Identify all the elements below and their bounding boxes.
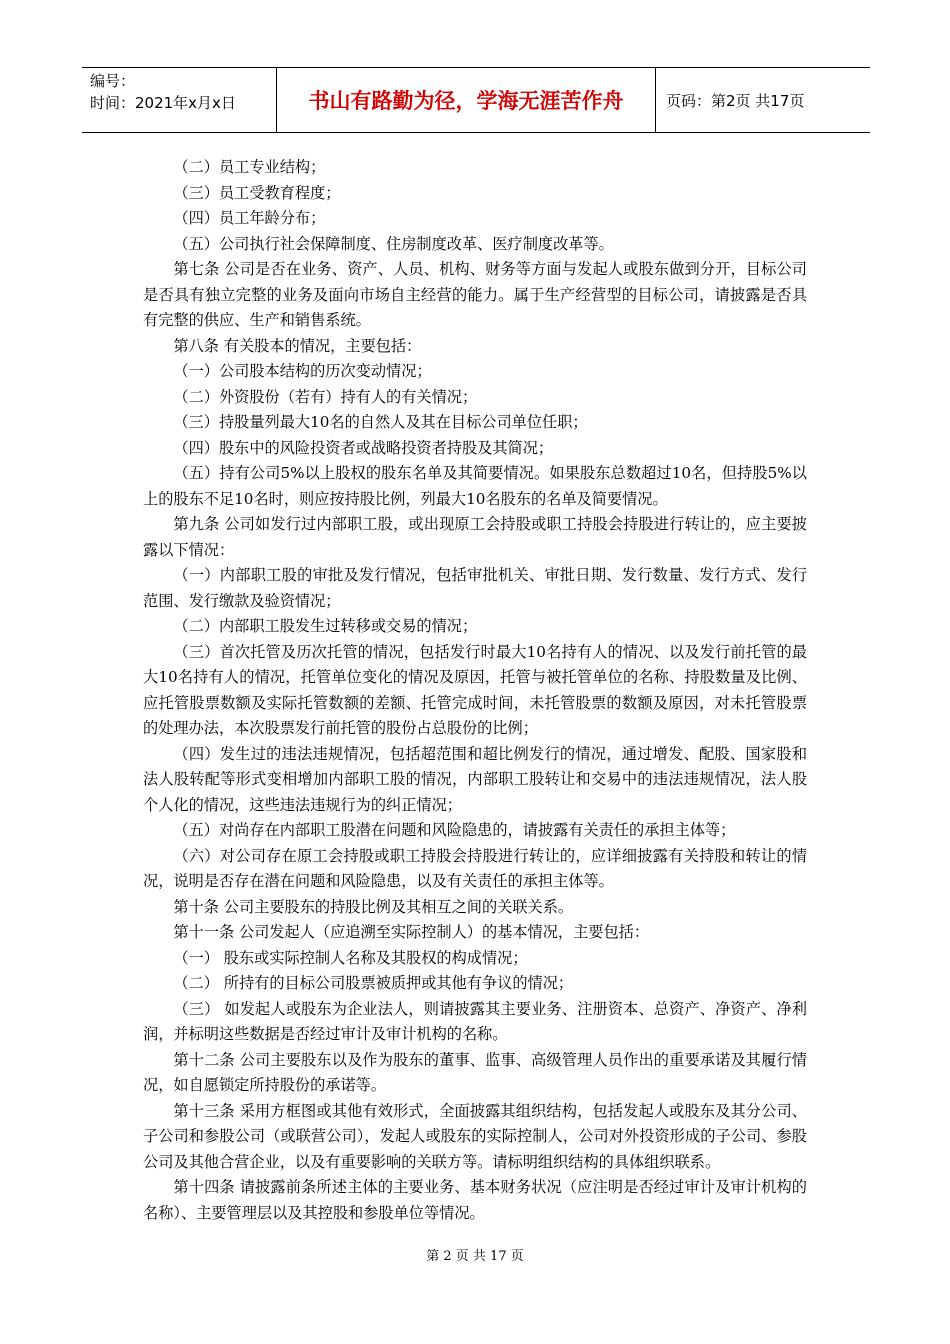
- paragraph: （二）内部职工股发生过转移或交易的情况；: [173, 617, 478, 635]
- paragraph: （一） 股东或实际控制人名称及其股权的构成情况；: [173, 948, 528, 967]
- paragraph: 第十三条 采用方框图或其他有效形式，全面披露其组织结构，包括发起人或股东及其分公司、子公司和参股公司（或联营公司），发起人或股东的实际控制人，公司对外投资形成的子公司、参股公司及其他合营企业，以及有重要影响的关联方等。请标明组织结构的具体组织联系。: [143, 1101, 807, 1171]
- paragraph: （四）员工年龄分布；: [173, 209, 326, 227]
- paragraph: 第八条 有关股本的情况，主要包括：: [173, 336, 422, 355]
- paragraph: （五）公司执行社会保障制度、住房制度改革、医疗制度改革等。: [173, 234, 614, 253]
- page-header: [82, 67, 870, 133]
- header-motto: 书山有路勤为径，学海无涯苦作舟: [277, 68, 656, 132]
- page-footer: 第 2 页 共 17 页: [426, 1249, 524, 1264]
- paragraph: （三）首次托管及历次托管的情况，包括发行时最大10名持有人的情况、以及发行前托管的最大10名持有人的情况，托管单位变化的情况及原因，托管与被托管单位的名称、持股数量及比例、应托管股票数额及实际托管数额的差额、托管完成时间，未托管股票的数额及原因，对未托管股票的处理办法，本次股票发行前托管的股份占总股份的比例；: [143, 642, 807, 737]
- paragraph: 第九条 公司如发行过内部职工股，或出现原工会持股或职工持股会持股进行转让的，应主要披露以下情况：: [143, 515, 807, 559]
- document-date: 时间：2021年x月x日: [90, 94, 236, 112]
- document-body: [143, 155, 807, 1226]
- paragraph: （五）对尚存在内部职工股潜在问题和风险隐患的，请披露有关责任的承担主体等；: [173, 821, 736, 839]
- paragraph: （三）持股量列最大10名的自然人及其在目标公司单位任职；: [173, 413, 588, 431]
- paragraph: （五）持有公司5%以上股权的股东名单及其简要情况。如果股东总数超过10名，但持股5%以上的股东不足10名时，则应按持股比例，列最大10名股东的名单及简要情况。: [143, 464, 807, 508]
- paragraph: （二） 所持有的目标公司股票被质押或其他有争议的情况；: [173, 974, 574, 992]
- paragraph: 第十二条 公司主要股东以及作为股东的董事、监事、高级管理人员作出的重要承诺及其履行情况，如自愿锁定所持股份的承诺等。: [143, 1050, 807, 1094]
- paragraph: （三）员工受教育程度；: [173, 183, 341, 202]
- paragraph: （四）发生过的违法违规情况，包括超范围和超比例发行的情况，通过增发、配股、国家股和法人股转配等形式变相增加内部职工股的情况，内部职工股转让和交易中的违法违规情况，法人股个人化的情况，这些违法违规行为的纠正情况；: [143, 744, 807, 814]
- header-page-info: 页码：第2页 共17页: [666, 91, 805, 110]
- paragraph: （三） 如发起人或股东为企业法人，则请披露其主要业务、注册资本、总资产、净资产、净利润，并标明这些数据是否经过审计及审计机构的名称。: [143, 999, 807, 1043]
- paragraph: 第十四条 请披露前条所述主体的主要业务、基本财务状况（应注明是否经过审计及审计机构的名称）、主要管理层以及其控股和参股单位等情况。: [143, 1178, 807, 1222]
- paragraph: （六）对公司存在原工会持股或职工持股会持股进行转让的，应详细披露有关持股和转让的情况，说明是否存在潜在问题和风险隐患，以及有关责任的承担主体等。: [143, 846, 807, 890]
- paragraph: （一）公司股本结构的历次变动情况；: [173, 362, 432, 380]
- paragraph: 第十条 公司主要股东的持股比例及其相互之间的关联关系。: [173, 897, 574, 916]
- paragraph: 第十一条 公司发起人（应追溯至实际控制人）的基本情况，主要包括：: [173, 923, 650, 941]
- header-meta: [82, 68, 277, 132]
- paragraph: （四）股东中的风险投资者或战略投资者持股及其简况；: [173, 438, 554, 457]
- document-number-label: 编号：: [90, 72, 136, 90]
- paragraph: （二）外资股份（若有）持有人的有关情况；: [173, 387, 478, 406]
- paragraph: 第七条 公司是否在业务、资产、人员、机构、财务等方面与发起人或股东做到分开，目标公司是否具有独立完整的业务及面向市场自主经营的能力。属于生产经营型的目标公司，请披露是否具有完整的供应、生产和销售系统。: [143, 260, 807, 329]
- paragraph: （二）员工专业结构；: [173, 158, 326, 176]
- paragraph: （一）内部职工股的审批及发行情况，包括审批机关、审批日期、发行数量、发行方式、发行范围、发行缴款及验资情况；: [143, 566, 807, 610]
